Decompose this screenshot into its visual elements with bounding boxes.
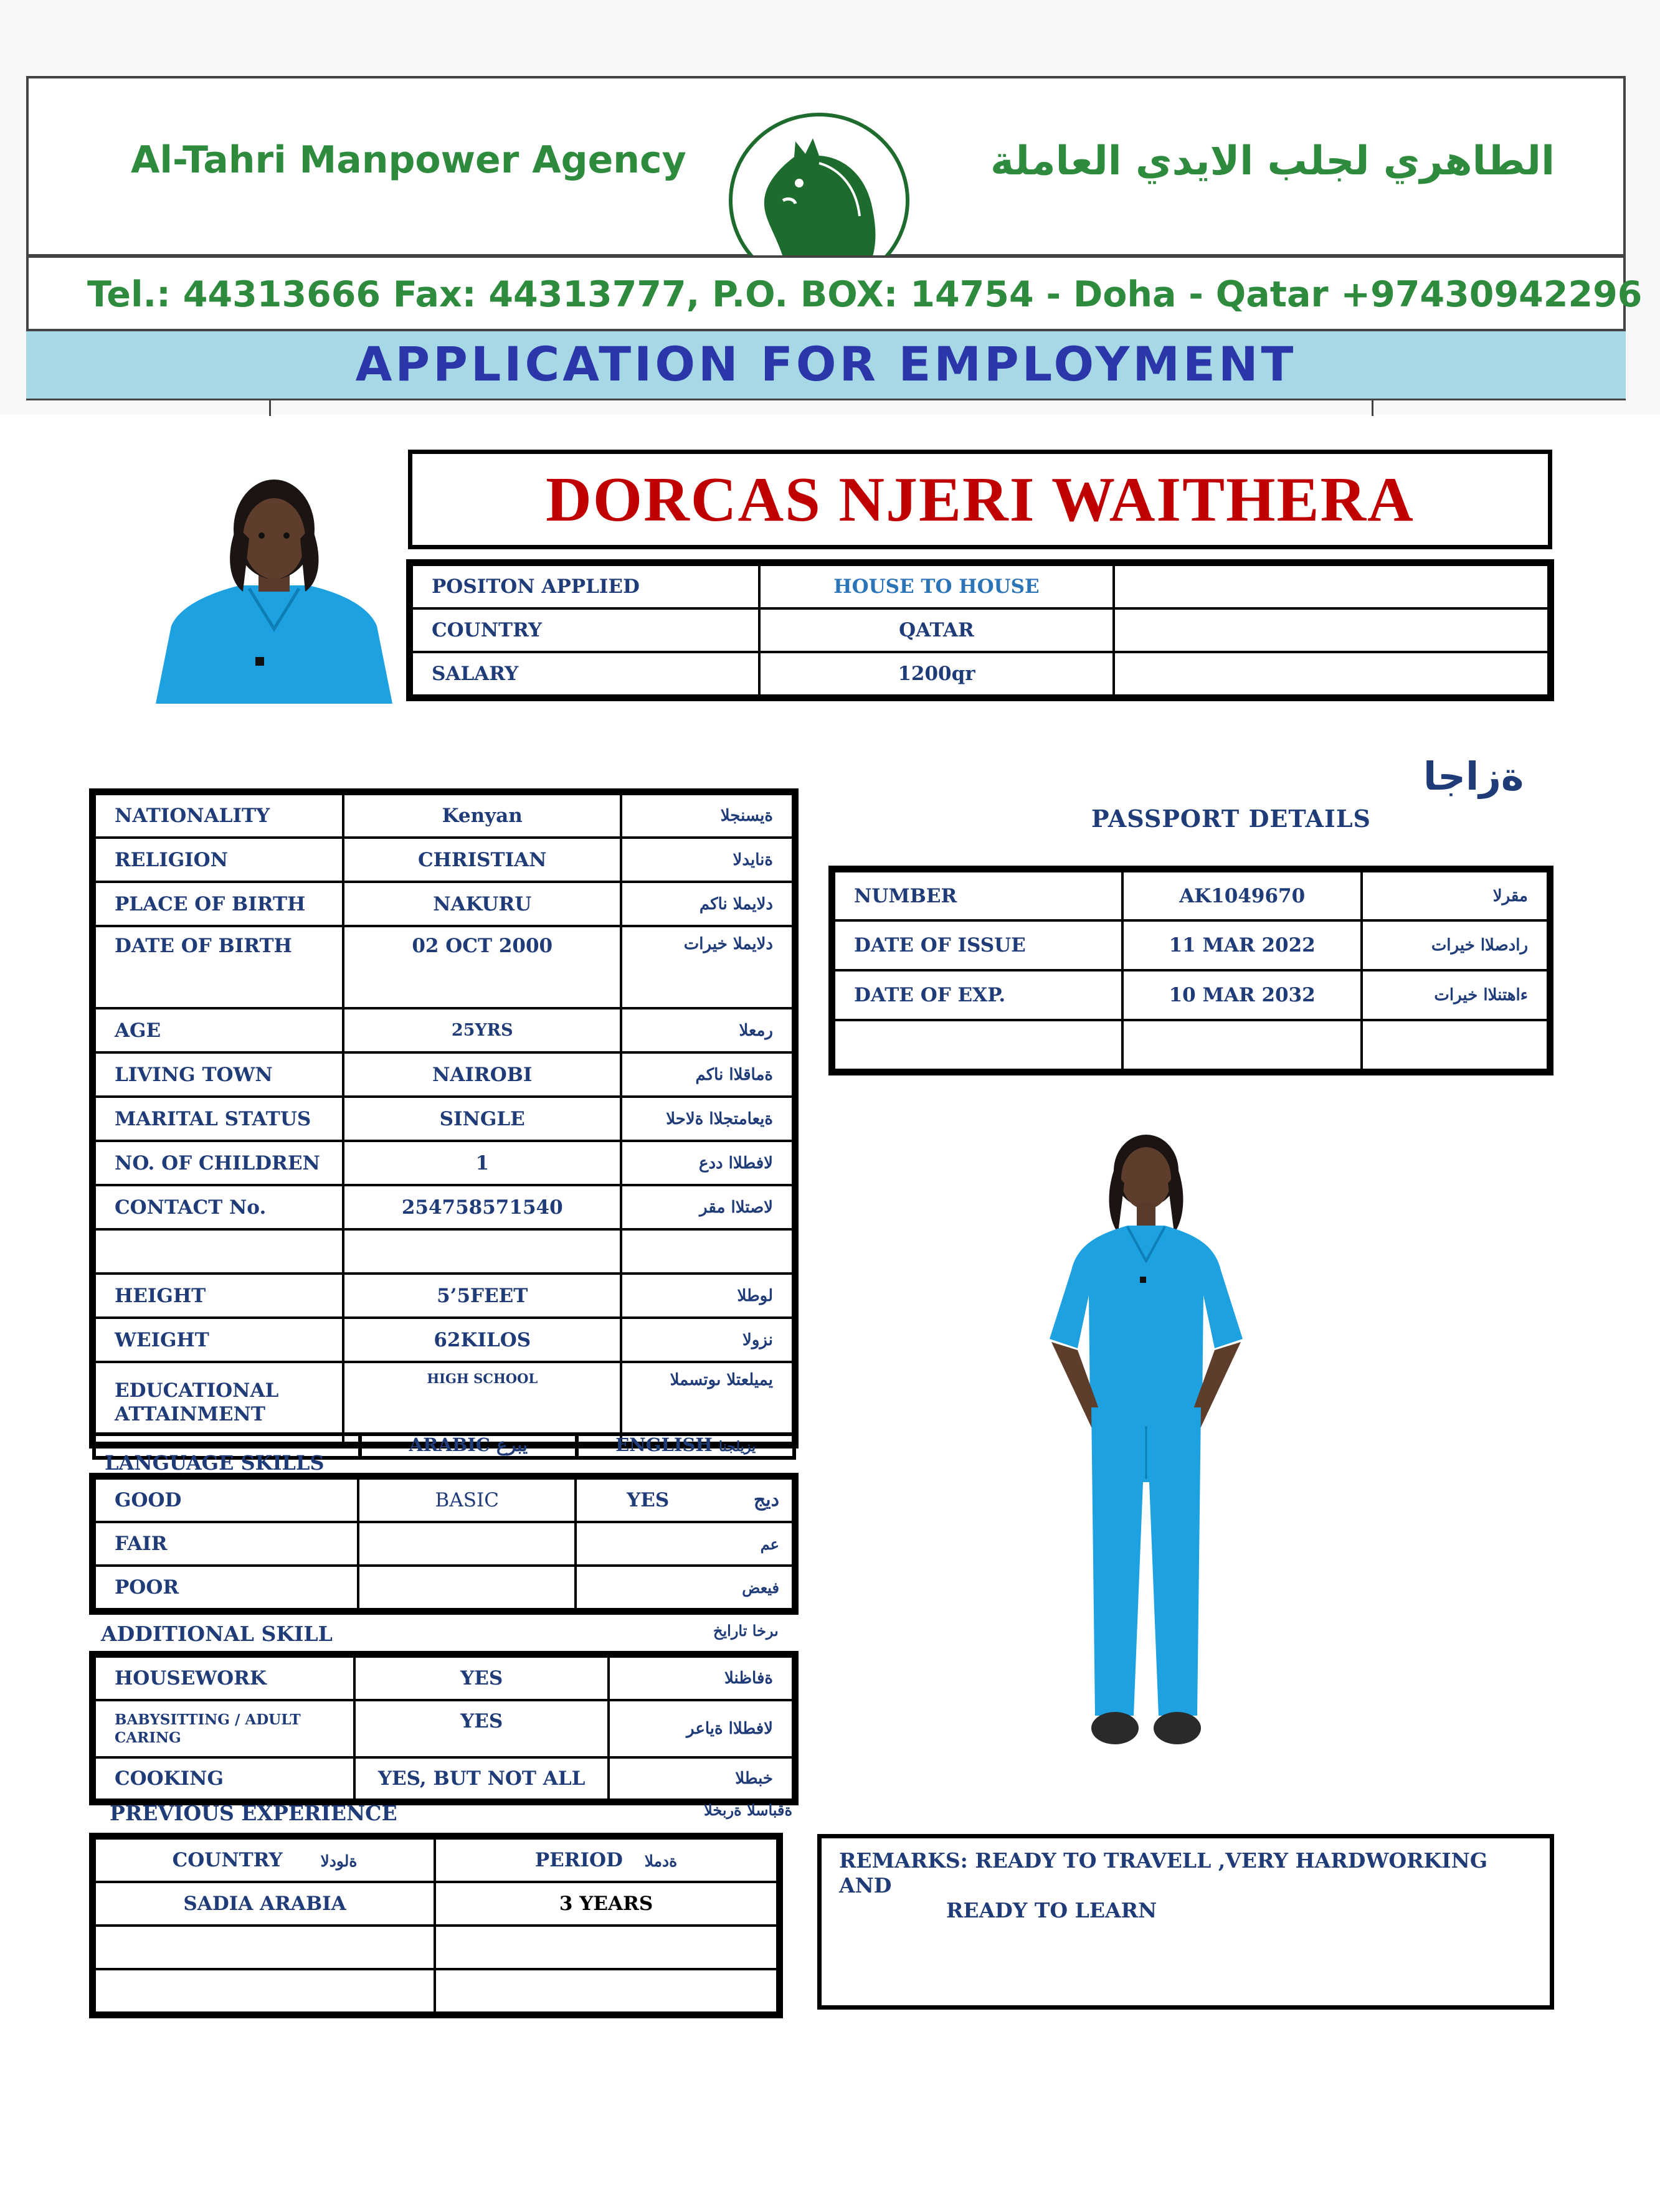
additional-skill-label: ADDITIONAL SKILL bbox=[101, 1622, 333, 1646]
children-label: NO. OF CHILDREN bbox=[95, 1141, 343, 1185]
housework-arabic: ةفاظنلا bbox=[609, 1657, 793, 1700]
date-of-birth-arabic: دلايملا خيرات bbox=[621, 926, 793, 1008]
table-row bbox=[95, 1052, 793, 1097]
table-row bbox=[95, 1097, 793, 1141]
previous-experience-label: PREVIOUS EXPERIENCE bbox=[110, 1801, 397, 1825]
salary-extra bbox=[1114, 652, 1549, 696]
fair-english-cell bbox=[576, 1522, 793, 1566]
salary-label: SALARY bbox=[412, 652, 759, 696]
experience-period-value: 3 YEARS bbox=[435, 1882, 777, 1926]
issue-date-value: 11 MAR 2022 bbox=[1122, 920, 1362, 970]
table-row bbox=[95, 1362, 793, 1443]
date-of-birth-value: 02 OCT 2000 bbox=[343, 926, 621, 1008]
religion-value: CHRISTIAN bbox=[343, 838, 621, 882]
table-row bbox=[834, 871, 1548, 920]
table-row bbox=[95, 1229, 793, 1274]
table-row bbox=[412, 608, 1549, 652]
education-value: HIGH SCHOOL bbox=[343, 1362, 621, 1443]
living-town-value: NAIROBI bbox=[343, 1052, 621, 1097]
table-row bbox=[95, 838, 793, 882]
living-town-arabic: ةماقلاا ناكم bbox=[621, 1052, 793, 1097]
experience-country-header bbox=[95, 1838, 435, 1882]
salary-value: 1200qr bbox=[759, 652, 1114, 696]
height-value: 5’5FEET bbox=[343, 1274, 621, 1318]
table-row bbox=[95, 1657, 793, 1700]
arabic-header-ar: يبرع bbox=[496, 1434, 528, 1455]
expiry-date-value: 10 MAR 2032 bbox=[1122, 970, 1362, 1020]
personal-details-table bbox=[93, 793, 794, 1444]
period-header-label: PERIOD bbox=[534, 1849, 623, 1871]
age-label: AGE bbox=[95, 1008, 343, 1052]
table-row bbox=[95, 1274, 793, 1318]
good-english-level: YES bbox=[627, 1489, 670, 1511]
table-row bbox=[95, 1969, 777, 2013]
position-value: HOUSE TO HOUSE bbox=[759, 565, 1114, 608]
remarks-line-1: REMARKS: READY TO TRAVELL ,VERY HARDWORKING AND bbox=[839, 1848, 1488, 1898]
experience-period-value bbox=[435, 1926, 777, 1969]
passport-table bbox=[833, 870, 1549, 1071]
passport-number-value: AK1049670 bbox=[1122, 871, 1362, 920]
height-arabic: لوطلا bbox=[621, 1274, 793, 1318]
arabic-header-label: ARABIC bbox=[409, 1434, 490, 1455]
applicant-full-body-photo bbox=[1034, 1133, 1258, 1762]
experience-country-value bbox=[95, 1926, 435, 1969]
table-row bbox=[95, 1926, 777, 1969]
place-of-birth-arabic: دلايملا ناكم bbox=[621, 882, 793, 926]
table-row bbox=[95, 1008, 793, 1052]
experience-country-value: SADIA ARABIA bbox=[95, 1882, 435, 1926]
nationality-value: Kenyan bbox=[343, 794, 621, 838]
table-row bbox=[95, 1700, 793, 1757]
housework-value: YES bbox=[354, 1657, 609, 1700]
table-row bbox=[95, 1141, 793, 1185]
religion-label: RELIGION bbox=[95, 838, 343, 882]
passport-title-arabic: ةزاجا bbox=[1423, 754, 1524, 799]
babysitting-value: YES bbox=[354, 1700, 609, 1757]
position-label: POSITON APPLIED bbox=[412, 565, 759, 608]
weight-label: WEIGHT bbox=[95, 1318, 343, 1362]
english-header-label: ENGLISH bbox=[615, 1434, 713, 1455]
table-row bbox=[95, 1757, 793, 1800]
table-row bbox=[95, 1318, 793, 1362]
experience-table bbox=[93, 1837, 779, 2014]
place-of-birth-value: NAKURU bbox=[343, 882, 621, 926]
education-arabic: يميلعتلا ىوتسملا bbox=[621, 1362, 793, 1443]
age-value: 25YRS bbox=[343, 1008, 621, 1052]
header-strip bbox=[26, 399, 1626, 416]
poor-arabic-text: فيعض bbox=[742, 1578, 779, 1597]
height-label: HEIGHT bbox=[95, 1274, 343, 1318]
position-table bbox=[410, 564, 1550, 697]
form-title: APPLICATION FOR EMPLOYMENT bbox=[355, 336, 1297, 392]
cooking-label: COOKING bbox=[95, 1757, 354, 1800]
nationality-label: NATIONALITY bbox=[95, 794, 343, 838]
passport-blank-value bbox=[1122, 1020, 1362, 1070]
table-row bbox=[95, 882, 793, 926]
housework-label: HOUSEWORK bbox=[95, 1657, 354, 1700]
blank-value bbox=[343, 1229, 621, 1274]
poor-label: POOR bbox=[95, 1566, 358, 1609]
country-extra bbox=[1114, 608, 1549, 652]
weight-value: 62KILOS bbox=[343, 1318, 621, 1362]
agency-name-arabic: الطاهري لجلب الايدي العاملة bbox=[990, 138, 1555, 184]
cooking-arabic: خبطلا bbox=[609, 1757, 793, 1800]
remarks-line-2: READY TO LEARN bbox=[946, 1898, 1157, 1922]
babysitting-arabic: لافطلاا ةياعر bbox=[609, 1700, 793, 1757]
passport-number-arabic: مقرلا bbox=[1362, 871, 1548, 920]
contact-label: CONTACT No. bbox=[95, 1185, 343, 1229]
position-extra bbox=[1114, 565, 1549, 608]
experience-period-value bbox=[435, 1969, 777, 2013]
marital-status-arabic: ةيعامتجلاا ةلاحلا bbox=[621, 1097, 793, 1141]
fair-arabic-level bbox=[358, 1522, 576, 1566]
fair-label: FAIR bbox=[95, 1522, 358, 1566]
babysitting-label: BABYSITTING / ADULT CARING bbox=[95, 1700, 354, 1757]
language-skills-label: LANGUAGE SKILLS bbox=[105, 1451, 325, 1475]
date-of-birth-label: DATE OF BIRTH bbox=[95, 926, 343, 1008]
country-header-label: COUNTRY bbox=[172, 1849, 283, 1871]
age-arabic: رمعلا bbox=[621, 1008, 793, 1052]
experience-period-header bbox=[435, 1838, 777, 1882]
children-arabic: لافطلاا ددع bbox=[621, 1141, 793, 1185]
passport-number-label: NUMBER bbox=[834, 871, 1122, 920]
good-label: GOOD bbox=[95, 1478, 358, 1522]
education-label: EDUCATIONAL ATTAINMENT bbox=[95, 1362, 343, 1443]
applicant-name-box bbox=[408, 450, 1552, 549]
experience-country-value bbox=[95, 1969, 435, 2013]
table-row bbox=[95, 1478, 793, 1522]
country-header-arabic: ةلودلا bbox=[320, 1852, 358, 1870]
language-arabic-header bbox=[360, 1434, 577, 1458]
language-english-header bbox=[577, 1434, 794, 1458]
agency-name-english: Al-Tahri Manpower Agency bbox=[131, 138, 686, 182]
good-english-cell bbox=[576, 1478, 793, 1522]
table-row bbox=[834, 920, 1548, 970]
blank-arabic bbox=[621, 1229, 793, 1274]
issue-date-arabic: رادصلاا خيرات bbox=[1362, 920, 1548, 970]
period-header-arabic: ةدملا bbox=[644, 1852, 678, 1870]
living-town-label: LIVING TOWN bbox=[95, 1052, 343, 1097]
table-row bbox=[95, 1882, 777, 1926]
applicant-portrait-photo bbox=[156, 470, 392, 704]
expiry-date-label: DATE OF EXP. bbox=[834, 970, 1122, 1020]
blank-label bbox=[95, 1229, 343, 1274]
agency-contact-line: Tel.: 44313666 Fax: 44313777, P.O. BOX: 14754 - Doha - Qatar +97430942296 bbox=[87, 274, 1643, 315]
table-row bbox=[834, 970, 1548, 1020]
remarks-box bbox=[817, 1834, 1554, 2010]
table-row bbox=[95, 794, 793, 838]
weight-arabic: نزولا bbox=[621, 1318, 793, 1362]
expiry-date-arabic: ءاهتنلاا خيرات bbox=[1362, 970, 1548, 1020]
table-row bbox=[412, 652, 1549, 696]
passport-blank-label bbox=[834, 1020, 1122, 1070]
table-row bbox=[95, 1522, 793, 1566]
additional-skill-table bbox=[93, 1655, 794, 1801]
passport-blank-arabic bbox=[1362, 1020, 1548, 1070]
table-row bbox=[95, 1838, 777, 1882]
children-value: 1 bbox=[343, 1141, 621, 1185]
passport-title: PASSPORT DETAILS bbox=[1091, 805, 1371, 833]
contact-arabic: لاصتلاا مقر bbox=[621, 1185, 793, 1229]
poor-english-cell bbox=[576, 1566, 793, 1609]
country-label: COUNTRY bbox=[412, 608, 759, 652]
fair-arabic-text: عم bbox=[760, 1534, 779, 1553]
religion-arabic: ةنايدلا bbox=[621, 838, 793, 882]
table-row bbox=[412, 565, 1549, 608]
nationality-arabic: ةيسنجلا bbox=[621, 794, 793, 838]
table-row bbox=[834, 1020, 1548, 1070]
good-arabic-level: BASIC bbox=[358, 1478, 576, 1522]
marital-status-label: MARITAL STATUS bbox=[95, 1097, 343, 1141]
table-row bbox=[95, 926, 793, 1008]
table-row bbox=[95, 1566, 793, 1609]
additional-skill-arabic: ىرخا تارايخ bbox=[713, 1622, 779, 1640]
issue-date-label: DATE OF ISSUE bbox=[834, 920, 1122, 970]
good-arabic-text: ديج bbox=[753, 1489, 779, 1511]
previous-experience-arabic: ةقباسلا ةربخلا bbox=[704, 1801, 793, 1819]
cooking-value: YES, BUT NOT ALL bbox=[354, 1757, 609, 1800]
table-row bbox=[95, 1185, 793, 1229]
place-of-birth-label: PLACE OF BIRTH bbox=[95, 882, 343, 926]
country-value: QATAR bbox=[759, 608, 1114, 652]
applicant-name: DORCAS NJERI WAITHERA bbox=[546, 464, 1415, 535]
marital-status-value: SINGLE bbox=[343, 1097, 621, 1141]
language-skills-table bbox=[93, 1477, 794, 1610]
contact-value: 254758571540 bbox=[343, 1185, 621, 1229]
poor-arabic-level bbox=[358, 1566, 576, 1609]
english-header-ar: يزيلجنا bbox=[718, 1439, 756, 1455]
